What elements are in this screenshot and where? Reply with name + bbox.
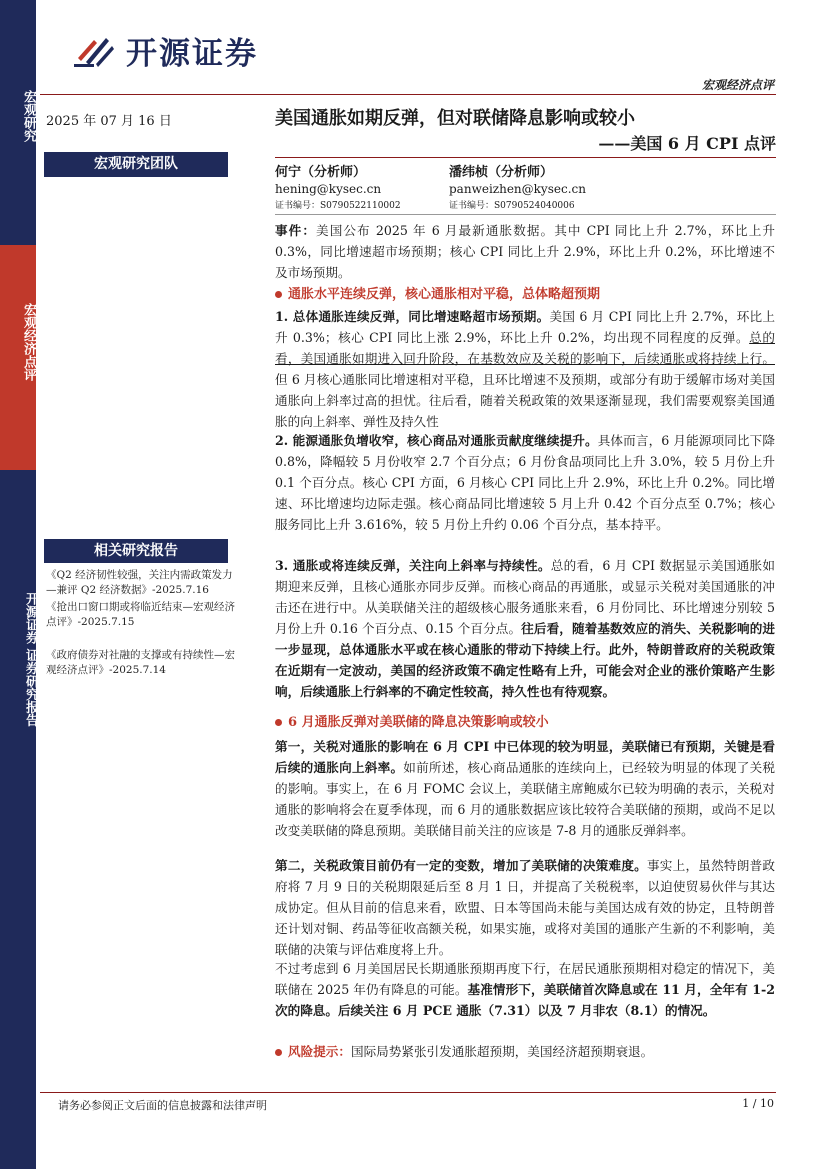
page-number: 1 / 10 [742,1097,774,1110]
paragraph-3 [275,555,775,702]
paragraph-1 [275,306,775,432]
event-label: 事件： [275,223,317,238]
analyst-email[interactable]: hening@kysec.cn [275,182,382,196]
paragraph-text: 如前所述，核心商品通胀的连续向上，已经较为明显的体现了关税的影响。事实上，在 6 月 FOMC 会议上，美联储主席鲍威尔已较为明确的表示，关税对通胀的影响将会在夏季体现，而 6 月的通胀数据应该比较符合美联储的预期，或尚不足以改变美联储的降息预期。美联储目前关注的应该是 7-8 月的通胀反弹斜率。 [275,760,776,838]
paragraph-text: 但 6 月核心通胀同比增速相对平稳，且环比增速不及预期，或部分有助于缓解市场对美国通胀向上斜率过高的担忧。往后看，随着关税政策的效果逐渐显现，我们需要观察美国通胀的向上斜率、弹性及持久性 [275,372,775,429]
paragraph-5 [275,855,775,960]
risk-label: 风险提示： [288,1044,351,1059]
side-band-top [0,0,36,245]
paragraph-lead: 1. 总体通胀连续反弹，同比增速略超市场预期。 [275,309,550,324]
analyst-name: 潘纬桢（分析师） [449,165,554,180]
paragraph-lead: 第二，关税政策目前仍有一定的变数，增加了美联储的决策难度。 [275,858,647,873]
related-report-link[interactable]: 《Q2 经济韧性较强，关注内需政策发力—兼评 Q2 经济数据》-2025.7.16 [46,569,233,596]
header-divider [40,94,776,95]
paragraph-text: 美国 6 月 CPI 同比上升 2.7%，环比上升 0.3%；核心 CPI 同比上涨 2.9%，环比上升 0.2%，均出现不同程度的反弹。 [275,309,775,345]
side-band-bottom [0,470,36,1169]
side-label-bottom: 开源证券 证券研究报告 [23,592,38,727]
analyst-cert: 证书编号：S0790522110002 [275,201,401,211]
paragraph-emphasis: 往后看，随着基数效应的消失、关税影响的进一步显现，总体通胀水平或在核心通胀的带动下持续上行。此外，特朗普政府的关税政策在近期有一定波动，美国的经济政策不确定性略有上升，可能会对企业的涨价策略产生影响，后续通胀上行斜率的不确定性较高，持久性也有待观察。 [275,621,776,699]
bullet-dot-icon [275,291,282,298]
event-text: 美国公布 2025 年 6 月最新通胀数据。其中 CPI 同比上升 2.7%，环比上升 0.3%，同比增速超市场预期；核心 CPI 同比上升 2.9%，环比上升 0.2%，环比增速不及市场预期。 [275,223,775,280]
bullet-dot-icon [275,719,282,726]
paragraph-2 [275,430,775,535]
section-heading-text: 6 月通胀反弹对美联储的降息决策影响或较小 [288,715,549,730]
paragraph-lead: 2. 能源通胀负增收窄，核心商品对通胀贡献度继续提升。 [275,433,598,448]
side-label-top: 宏观研究 [21,90,36,142]
analyst-name: 何宁（分析师） [275,165,367,180]
section-heading [275,285,600,305]
brand-name: 开源证券 [126,35,258,72]
paragraph-text: 具体而言，6 月能源项同比下降 0.8%，降幅较 5 月份收窄 2.7 个百分点；6 月份食品项同比上升 3.0%，较 5 月份上升 0.1 个百分点。核心 CPI 方面，6 月核心 CPI 同比上升 2.9%，环比上升 0.2%。同比增速、环比增速均边际走强。核心商品同比增速较 5 月上升 0.42 个百分点至 0.7%；核心服务同比上升 3.616%，较 5 月份上升约 0.06 个百分点，基本持平。 [275,433,775,532]
section-heading-text: 通胀水平连续反弹，核心通胀相对平稳，总体略超预期 [288,287,601,302]
paragraph-underlined: 总的看，美国通胀如期进入回升阶段，在基数效应及关税的影响下，后续通胀或将持续上行。 [275,330,775,366]
team-label: 宏观研究团队 [44,152,228,176]
paragraph-text: 事实上，虽然特朗普政府将 7 月 9 日的关税期限延后至 8 月 1 日，并提高了关税税率，以迫使贸易伙伴与其达成协定。但从目前的信息来看，欧盟、日本等国尚未能与美国达成有效的协定，且特朗普还计划对铜、药品等征收高额关税，如果实施，或将对美国的通胀产生新的不利影响，美联储的决策与评估难度将上升。 [275,858,776,957]
risk-text: 国际局势紧张引发通胀超预期，美国经济超预期衰退。 [350,1044,654,1059]
related-report-link[interactable]: 《抢出口窗口期或将临近结束—宏观经济点评》-2025.7.15 [46,601,235,628]
report-type: 宏观经济点评 [701,78,774,92]
report-date: 2025 年 07 月 16 日 [46,114,172,129]
paragraph-6 [275,958,775,1021]
footer-disclaimer: 请务必参阅正文后面的信息披露和法律声明 [58,1099,267,1112]
event-paragraph [275,220,775,283]
brand-logo [72,26,258,74]
report-title: 美国通胀如期反弹，但对联储降息影响或较小 [275,108,635,129]
paragraph-4 [275,736,775,841]
report-subtitle: ——美国 6 月 CPI 点评 [598,134,776,153]
footer-divider [40,1092,776,1093]
logo-icon [72,28,116,72]
team-divider [44,176,228,177]
analyst-email[interactable]: panweizhen@kysec.cn [449,182,586,196]
title-divider [275,157,776,158]
bullet-dot-icon [275,1049,282,1056]
related-reports-label: 相关研究报告 [44,539,228,563]
paragraph-lead: 第一，关税对通胀的影响在 6 月 CPI 中已体现的较为明显，美联储已有预期，关键是看后续的通胀向上斜率。 [275,739,775,775]
side-band-middle [0,245,36,470]
analyst-card [449,164,586,215]
paragraph-emphasis: 基准情形下，美联储首次降息或在 11 月，全年有 1-2 次的降息。后续关注 6 月 PCE 通胀（7.31）以及 7 月非农（8.1）的情况。 [275,982,775,1018]
analyst-card [275,164,401,215]
paragraph-lead: 3. 通胀或将连续反弹，关注向上斜率与持续性。 [275,558,551,573]
side-label-middle: 宏观经济点评 [21,303,36,381]
analyst-cert: 证书编号：S0790524040006 [449,201,575,211]
risk-paragraph [275,1041,775,1062]
paragraph-text: 不过考虑到 6 月美国居民长期通胀预期再度下行，在居民通胀预期相对稳定的情况下，美联储在 2025 年仍有降息的可能。 [275,961,775,997]
section-heading [275,713,549,733]
paragraph-text: 总的看，6 月 CPI 数据显示美国通胀如期迎来反弹，且核心通胀亦同步反弹。而核心商品的再通胀，或显示关税对美国通胀的冲击还在进行中。从美联储关注的超级核心服务通胀来看，6 月份同比、环比增速分别较 5 月份上升 0.16 个百分点、0.15 个百分点。 [275,558,775,636]
related-report-link[interactable]: 《政府债券对社融的支撑或有持续性—宏观经济点评》-2025.7.14 [46,649,235,676]
analyst-divider [275,214,776,215]
